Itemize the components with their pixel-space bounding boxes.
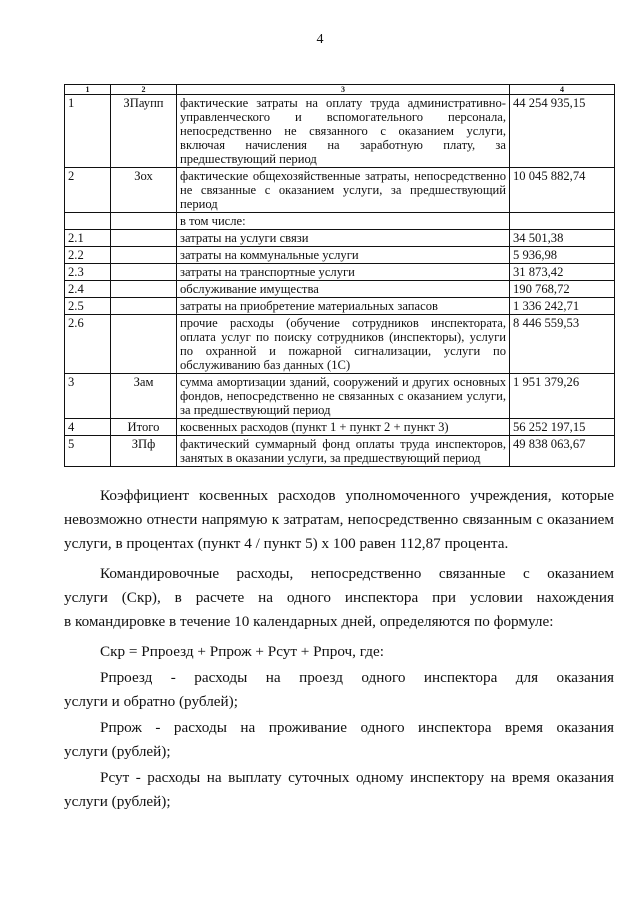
row-amount-cell: 1 951 379,26 [510, 374, 615, 419]
cost-table [64, 84, 615, 467]
table-body [65, 95, 615, 467]
row-code-cell [111, 315, 177, 374]
paragraph-rsut [64, 766, 614, 814]
row-code-cell [111, 247, 177, 264]
row-number-cell: 3 [65, 374, 111, 419]
row-number-cell: 2.4 [65, 281, 111, 298]
paragraph-rprozh [64, 716, 614, 764]
row-number-cell [65, 213, 111, 230]
row-amount-cell: 8 446 559,53 [510, 315, 615, 374]
paragraph-coefficient [64, 484, 614, 556]
row-number-cell: 2 [65, 168, 111, 213]
row-number-cell: 5 [65, 436, 111, 467]
text-line: услуги, в процентах (пункт 4 / пункт 5) x 100 равен 112,87 процента. [64, 535, 509, 552]
table-row [65, 298, 615, 315]
row-description-cell: прочие расходы (обучение сотрудников инспектората, оплата услуг по поиску сотрудников (инспекторы), услуги по охранной и пожарной сигнализации, услуги по обслуживанию баз данных (1С) [177, 315, 510, 374]
text-line: Рсут - расходы на выплату суточных одному инспектору на время оказания [100, 769, 614, 786]
row-code-cell: ЗПф [111, 436, 177, 467]
row-amount-cell [510, 213, 615, 230]
row-description-cell: затраты на услуги связи [177, 230, 510, 247]
header-col-3: 3 [177, 85, 510, 95]
table-row [65, 436, 615, 467]
row-amount-cell: 1 336 242,71 [510, 298, 615, 315]
table-header-row [65, 85, 615, 95]
row-number-cell: 4 [65, 419, 111, 436]
row-number-cell: 2.3 [65, 264, 111, 281]
table-row [65, 230, 615, 247]
row-code-cell [111, 298, 177, 315]
text-line: Коэффициент косвенных расходов уполномоченного учреждения, которые [100, 487, 614, 504]
text-line: Рпроезд - расходы на проезд одного инспектора для оказания [100, 669, 614, 686]
row-number-cell: 2.6 [65, 315, 111, 374]
text-line: услуги (рублей); [64, 743, 171, 760]
row-amount-cell: 5 936,98 [510, 247, 615, 264]
row-description-cell: фактические затраты на оплату труда административно-управленческого и вспомогательного персонала, непосредственно не связанного с оказанием услуги, включая начисления на заработную плату, за предшествующий период [177, 95, 510, 168]
row-code-cell: Зам [111, 374, 177, 419]
text-line: Рпрож - расходы на проживание одного инспектора время оказания [100, 719, 614, 736]
paragraph-travel-expenses [64, 562, 614, 634]
paragraph-formula [64, 640, 614, 664]
row-amount-cell: 56 252 197,15 [510, 419, 615, 436]
row-code-cell [111, 213, 177, 230]
table-row [65, 264, 615, 281]
row-amount-cell: 49 838 063,67 [510, 436, 615, 467]
row-amount-cell: 10 045 882,74 [510, 168, 615, 213]
row-code-cell [111, 230, 177, 247]
table-row [65, 168, 615, 213]
row-code-cell: ЗПаупп [111, 95, 177, 168]
row-number-cell: 2.5 [65, 298, 111, 315]
row-amount-cell: 31 873,42 [510, 264, 615, 281]
row-code-cell: Зох [111, 168, 177, 213]
text-line: услуги (рублей); [64, 793, 171, 810]
page-number: 4 [316, 32, 324, 47]
text-line: в командировке в течение 10 календарных дней, определяются по формуле: [64, 613, 554, 630]
row-description-cell: косвенных расходов (пункт 1 + пункт 2 + пункт 3) [177, 419, 510, 436]
text-line: услуги и обратно (рублей); [64, 693, 238, 710]
table-row [65, 419, 615, 436]
text-line: услуги (Скр), в расчете на одного инспектора при условии нахождения [64, 589, 614, 606]
paragraph-rproezd [64, 666, 614, 714]
row-description-cell: затраты на коммунальные услуги [177, 247, 510, 264]
row-description-cell: фактический суммарный фонд оплаты труда инспекторов, занятых в оказании услуги, за предшествующий период [177, 436, 510, 467]
row-number-cell: 2.1 [65, 230, 111, 247]
header-col-2: 2 [111, 85, 177, 95]
table-row [65, 374, 615, 419]
table-row [65, 213, 615, 230]
header-col-1: 1 [65, 85, 111, 95]
row-description-cell: сумма амортизации зданий, сооружений и других основных фондов, непосредственно не связанных с оказанием услуги, за предшествующий период [177, 374, 510, 419]
row-amount-cell: 190 768,72 [510, 281, 615, 298]
table-row [65, 281, 615, 298]
row-code-cell [111, 281, 177, 298]
row-amount-cell: 44 254 935,15 [510, 95, 615, 168]
row-code-cell: Итого [111, 419, 177, 436]
table-row [65, 95, 615, 168]
row-description-cell: фактические общехозяйственные затраты, непосредственно не связанные с оказанием услуги, за предшествующий период [177, 168, 510, 213]
row-code-cell [111, 264, 177, 281]
table-row [65, 315, 615, 374]
table-row [65, 247, 615, 264]
header-col-4: 4 [510, 85, 615, 95]
row-description-cell: затраты на приобретение материальных запасов [177, 298, 510, 315]
text-line: невозможно отнести напрямую к затратам, непосредственно связанным с оказанием [64, 511, 614, 528]
text-line: Командировочные расходы, непосредственно связанные с оказанием [100, 565, 614, 582]
row-amount-cell: 34 501,38 [510, 230, 615, 247]
row-description-cell: обслуживание имущества [177, 281, 510, 298]
row-number-cell: 1 [65, 95, 111, 168]
row-description-cell: затраты на транспортные услуги [177, 264, 510, 281]
row-number-cell: 2.2 [65, 247, 111, 264]
row-description-cell: в том числе: [177, 213, 510, 230]
formula-text: Скр = Рпроезд + Рпрож + Рсут + Рпроч, где: [100, 643, 384, 660]
